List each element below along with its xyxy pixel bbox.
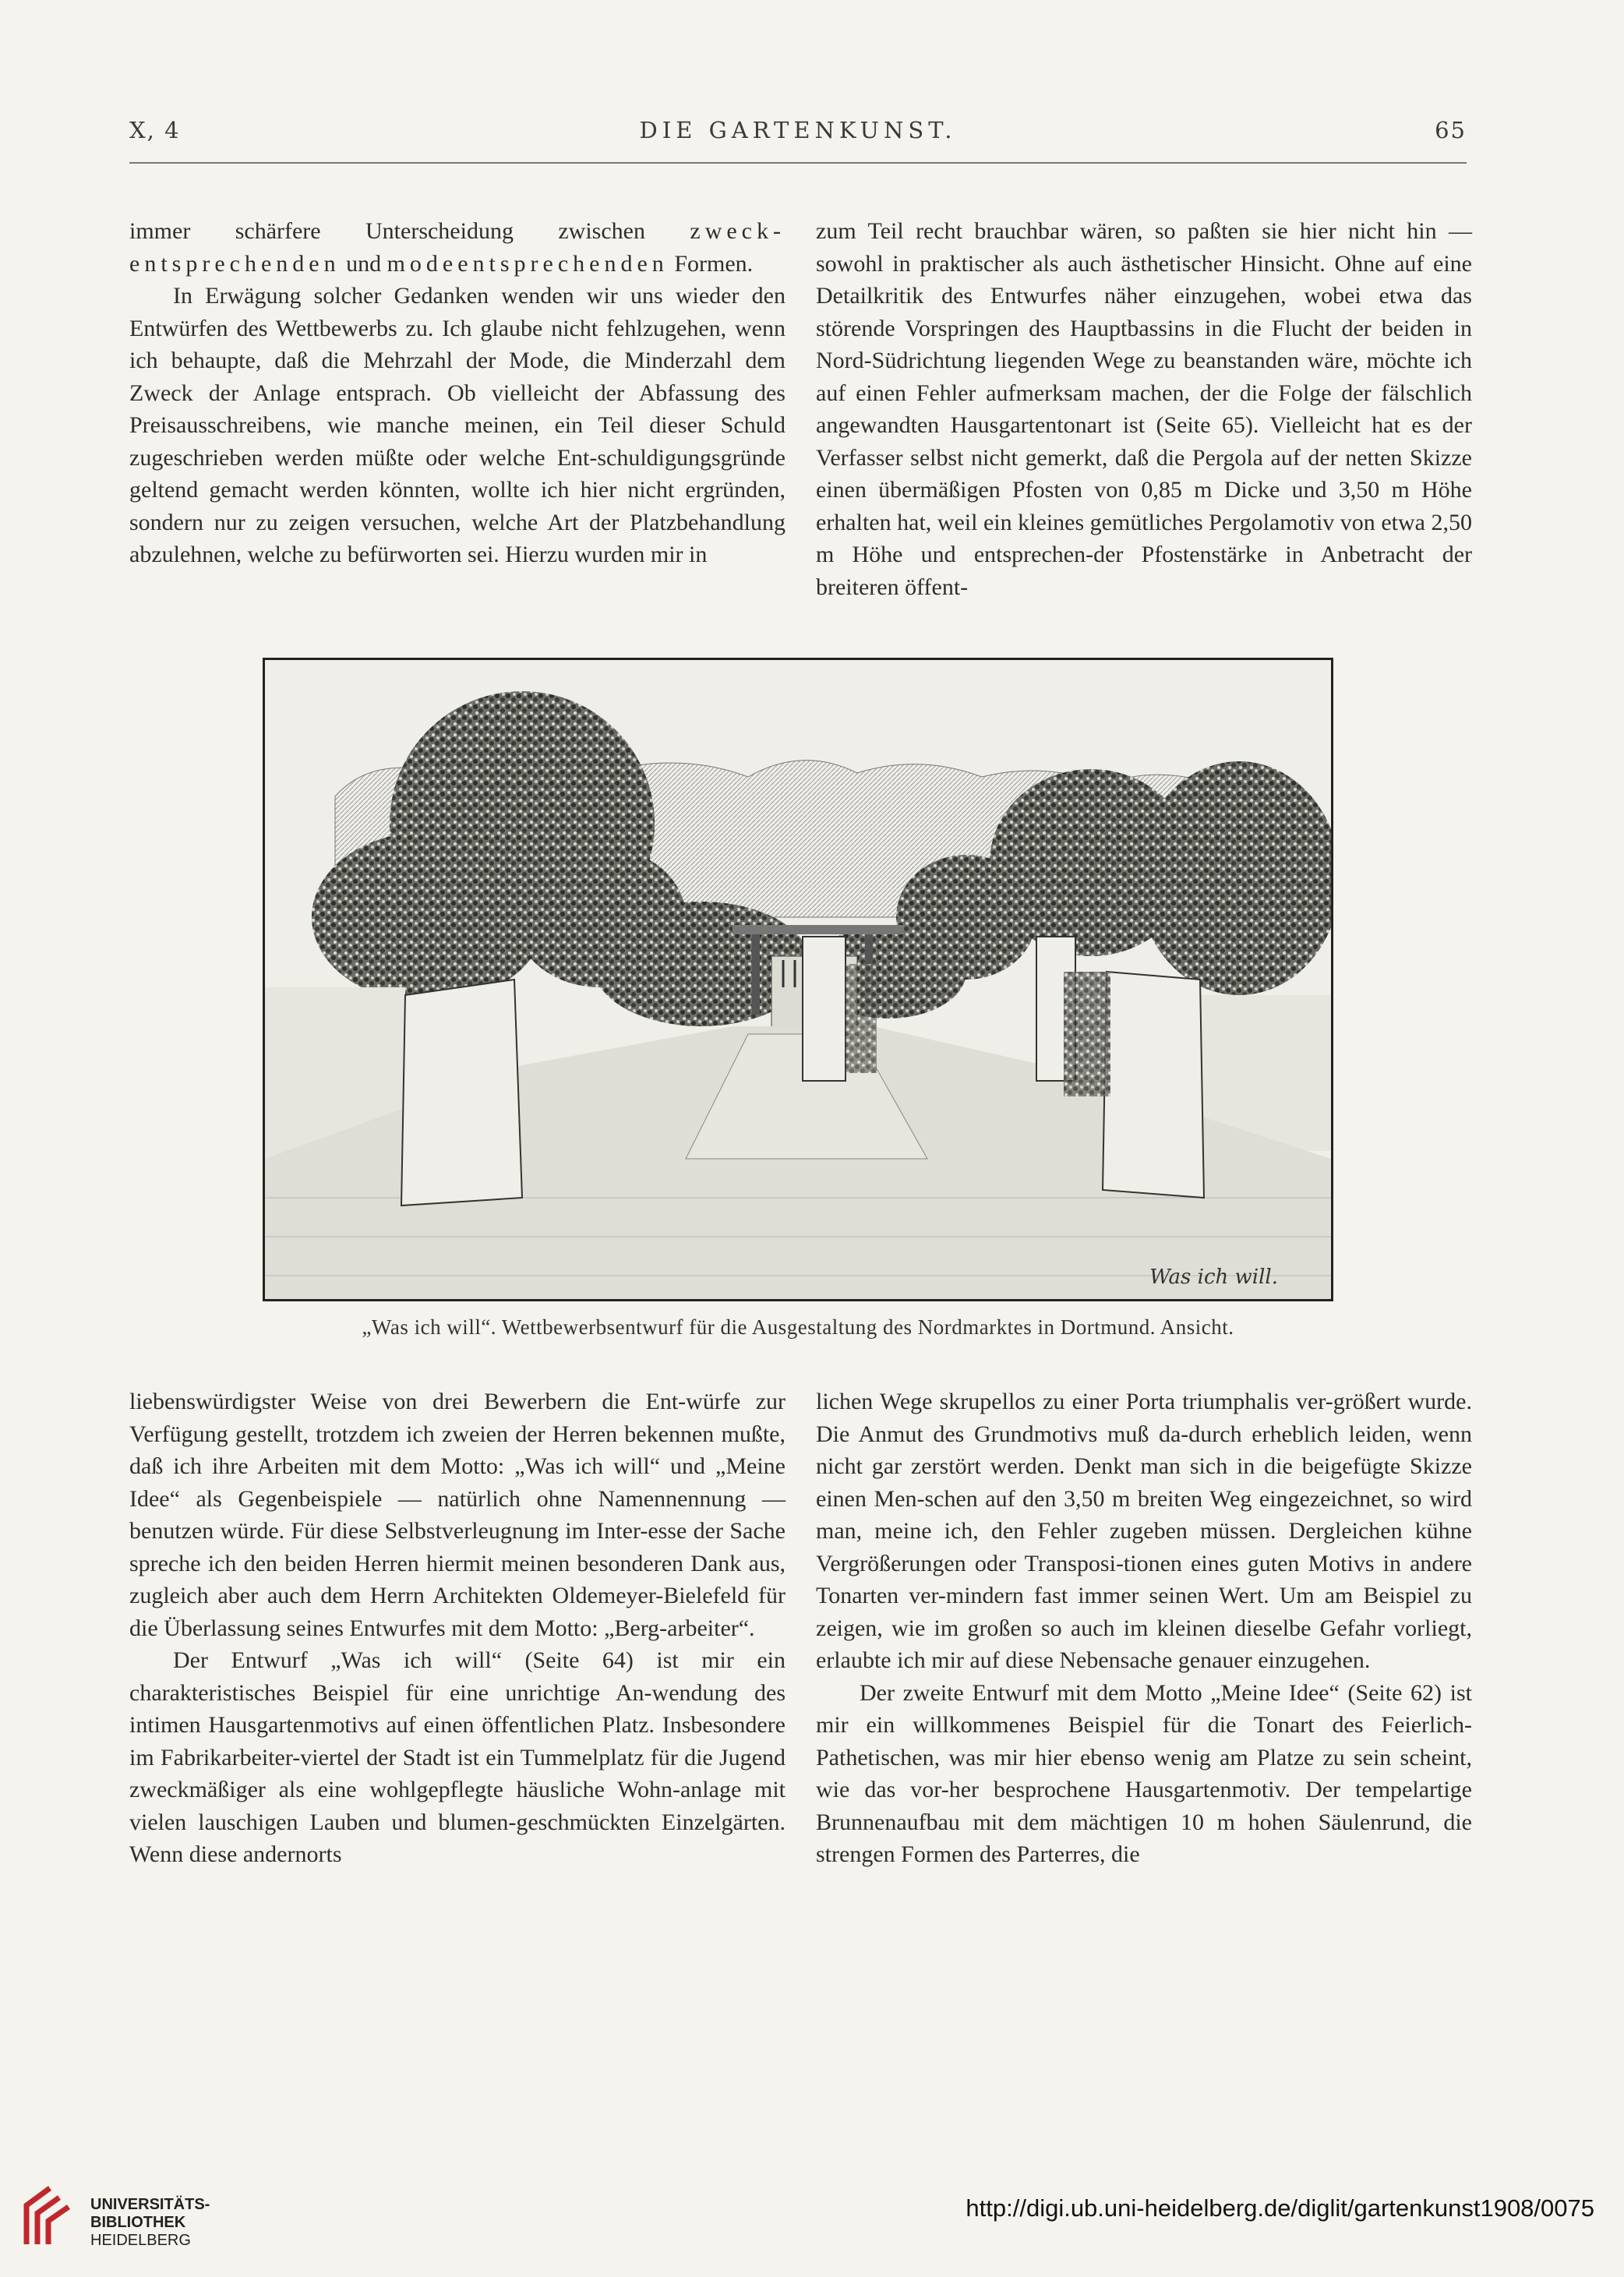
top-left-column	[129, 215, 786, 571]
paragraph	[129, 215, 786, 280]
library-name	[90, 2196, 210, 2250]
figure-caption: „Was ich will“. Wettbewerbsentwurf für die Ausgestaltung des Nordmarktes in Dortmund. Ansicht.	[362, 1315, 1234, 1339]
text-run: und	[340, 250, 387, 277]
university-library-logo-icon	[19, 2182, 73, 2254]
spaced-term: modeentsprechenden	[387, 250, 669, 277]
paragraph: In Erwägung solcher Gedanken wenden wir uns wieder den Entwürfen des Wettbewerbs zu. Ich glaube nicht fehlzugehen, wenn ich behaupte, daß die Mehrzahl der Mode, die Minderzahl dem Zweck der Anlage entsprach. Ob vielleicht der Abfassung des Preisausschreibens, wie manche meinen, ein Teil dieser Schuld zugeschrieben werden müßte oder welche Ent-schuldigungsgründe geltend gemacht werden könnten, wollte ich hier nicht ergründen, sondern nur zu zeigen versuchen, welche Art der Platzbehandlung abzulehnen, welche zu befürworten sei. Hierzu wurden mir in	[129, 283, 786, 567]
top-right-column	[816, 215, 1472, 603]
illustration-drawing	[265, 660, 1331, 1299]
source-url-link[interactable]: http://digi.ub.uni-heidelberg.de/diglit/gartenkunst1908/0075	[966, 2194, 1594, 2222]
paragraph: zum Teil recht brauchbar wären, so paßten sie hier nicht hin — sowohl in praktischer als auch ästhetischer Hinsicht. Ohne auf eine Detailkritik des Entwurfes näher einzugehen, wobei etwa das störende Vorspringen des Hauptbassins in die Flucht der beiden in Nord-Südrichtung liegenden Wege zu beanstanden wäre, möchte ich auf einen Fehler aufmerksam machen, der die Folge der fälschlich angewandten Hausgartentonart ist (Seite 65). Vielleicht hat es der Verfasser selbst nicht gemerkt, daß die Pergola auf der netten Skizze einen übermäßigen Pfosten von 0,85 m Dicke und 3,50 m Höhe erhalten hat, weil ein kleines gemütliches Pergolamotiv von etwa 2,50 m Höhe und entsprechen-der Pfostenstärke in Anbetracht der breiteren öffent-	[816, 218, 1472, 600]
library-line: UNIVERSITÄTS-	[90, 2196, 210, 2213]
page-number: 65	[1435, 117, 1467, 143]
illustration-signature: Was ich will.	[1149, 1266, 1278, 1289]
paragraph: Der zweite Entwurf mit dem Motto „Meine Idee“ (Seite 62) ist mir ein willkommenes Beispiel für die Tonart des Feierlich-Pathetischen, was mir hier ebenso wenig am Platze zu sein scheint, wie das vor-her besprochene Hausgartenmotiv. Der tempelartige Brunnenaufbau mit dem mächtigen 10 m hohen Säulenrund, die strengen Formen des Parterres, die	[816, 1679, 1472, 1867]
bottom-left-column	[129, 1386, 786, 1871]
library-line: BIBLIOTHEK	[90, 2214, 186, 2231]
bottom-right-column	[816, 1386, 1472, 1871]
running-header	[129, 117, 1467, 156]
text-run: immer schärfere Unterscheidung zwischen	[129, 218, 690, 244]
paragraph: Der Entwurf „Was ich will“ (Seite 64) ist mir ein charakteristisches Beispiel für eine unrichtige An-wendung des intimen Hausgartenmotivs auf einen öffentlichen Platz. Insbesondere im Fabrikarbeiter-viertel der Stadt ist ein Tummelplatz für die Jugend zweckmäßiger als eine wohlgepflegte häusliche Wohn-anlage mit vielen lauschigen Lauben und blumen-geschmückten Einzelgärten. Wenn diese andernorts	[129, 1647, 786, 1867]
paragraph: lichen Wege skrupellos zu einer Porta triumphalis ver-größert wurde. Die Anmut des Grundmotivs muß da-durch erheblich leiden, wenn nicht gar zerstört werden. Denkt man sich in die beigefügte Skizze einen Men-schen auf den 3,50 m breiten Weg eingezeichnet, so wird man, meine ich, den Fehler zugeben müssen. Dergleichen kühne Vergrößerungen oder Transposi-tionen eines guten Motivs in andere Tonarten ver-mindern fast immer seinen Wert. Um am Beispiel zu zeigen, wie im großen so auch im kleinen dieselbe Gefahr vorliegt, erlaubte ich mir auf diese Nebensache genauer einzugehen.	[816, 1389, 1472, 1673]
library-line: HEIDELBERG	[90, 2232, 191, 2249]
garden-illustration	[263, 658, 1333, 1301]
spaced-term: zweck-entsprechenden	[129, 218, 786, 277]
volume-issue: X, 4	[129, 117, 181, 143]
paragraph: liebenswürdigster Weise von drei Bewerbern die Ent-würfe zur Verfügung gestellt, trotzdem ich zweien der Herren bekennen mußte, daß ich ihre Arbeiten mit dem Motto: „Was ich will“ und „Meine Idee“ als Gegenbeispiele — natürlich ohne Namennennung — benutzen würde. Für diese Selbstverleugnung im Inter-esse der Sache spreche ich den beiden Herren hiermit meinen besonderen Dank aus, zugleich aber auch dem Herrn Architekten Oldemeyer-Bielefeld für die Überlassung seines Entwurfes mit dem Motto: „Berg-arbeiter“.	[129, 1389, 786, 1641]
header-rule	[129, 162, 1467, 164]
text-run: Formen.	[668, 250, 754, 277]
journal-title: DIE GARTENKUNST.	[639, 117, 957, 143]
